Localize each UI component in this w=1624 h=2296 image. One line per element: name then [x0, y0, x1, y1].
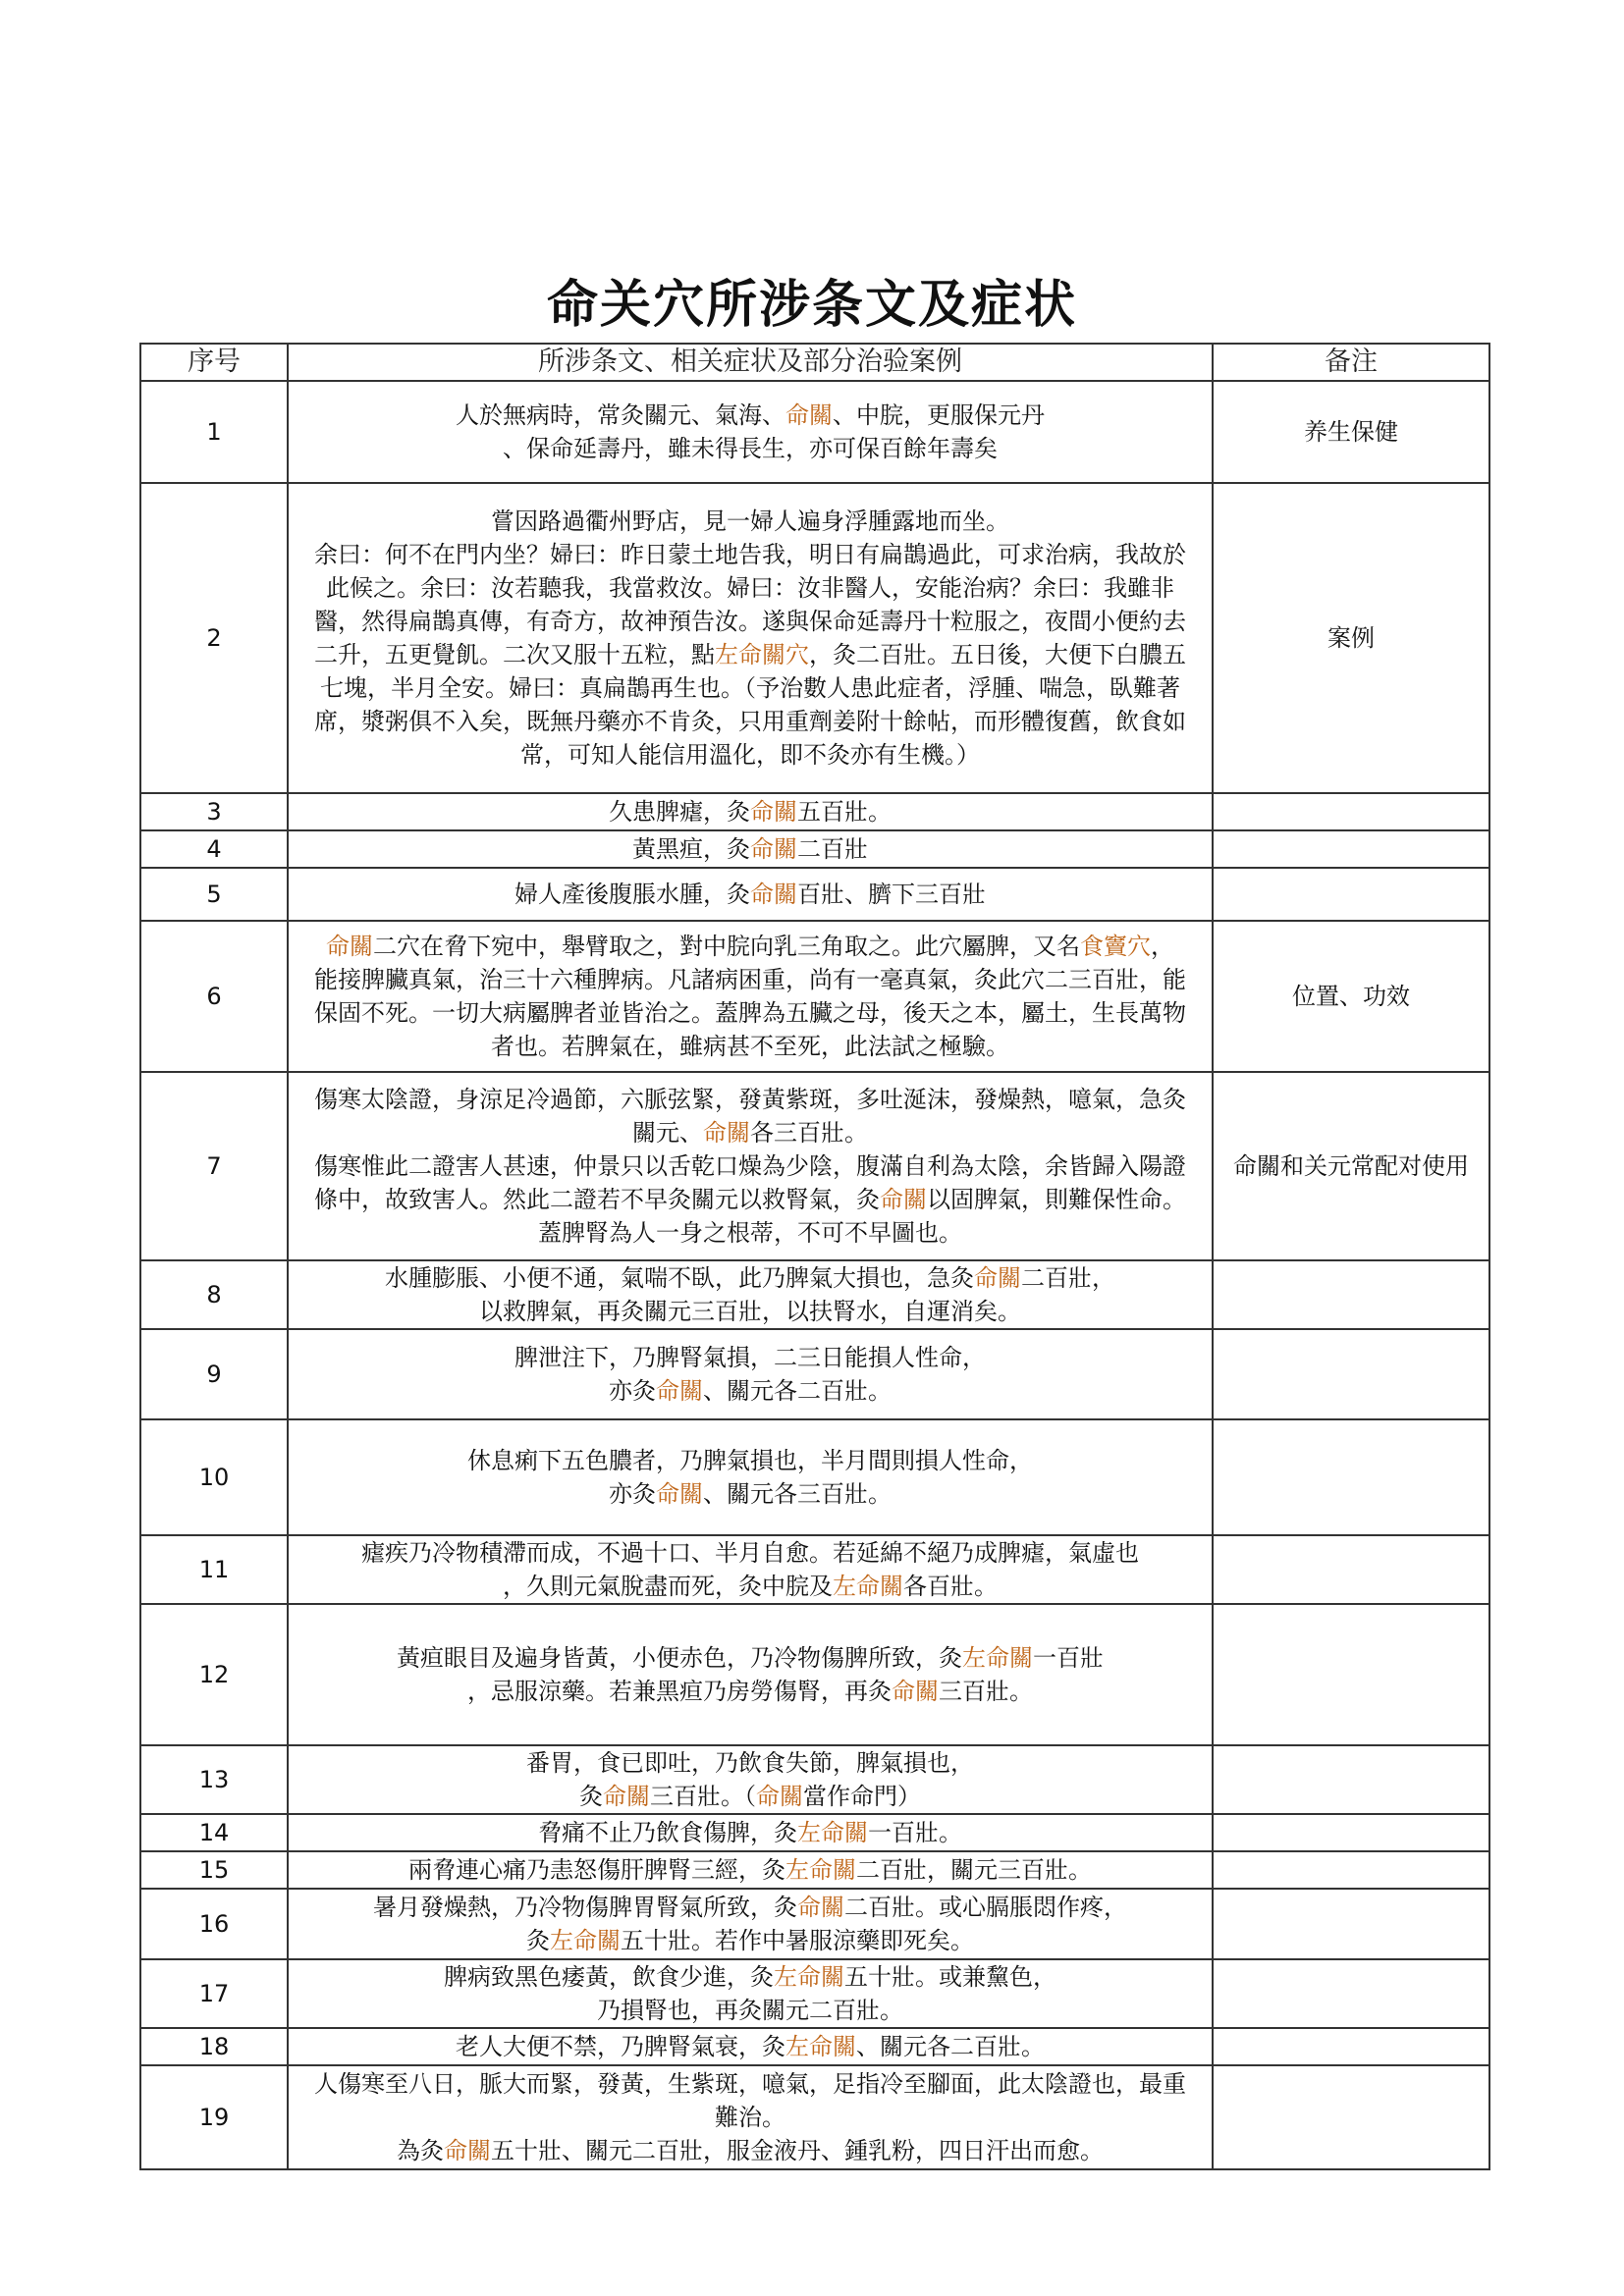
row-note	[1213, 1329, 1489, 1419]
row-note	[1213, 1419, 1489, 1535]
row-note: 案例	[1213, 483, 1489, 793]
highlight-term: 左命關	[833, 1573, 903, 1600]
text-segment: ，久則元氣脫盡而死，灸中脘及	[503, 1573, 833, 1600]
content-line	[295, 1444, 1206, 1477]
content-line	[295, 1216, 1206, 1250]
text-segment: 二升，五更覺飢。二次又服十五粒，點	[314, 641, 715, 668]
content-line	[295, 1083, 1206, 1116]
content-line	[295, 1570, 1206, 1603]
row-index: 17	[140, 1959, 288, 2028]
content-line	[295, 1816, 1206, 1849]
row-note	[1213, 2028, 1489, 2065]
highlight-term: 命關	[444, 2137, 491, 2164]
text-segment: 灸	[526, 1927, 550, 1954]
row-content	[288, 921, 1213, 1072]
row-content	[288, 1745, 1213, 1814]
row-index: 16	[140, 1889, 288, 1959]
text-segment: 為灸	[397, 2137, 444, 2164]
text-segment: 關元、	[632, 1119, 703, 1147]
text-segment: 百壯、臍下三百壯	[797, 881, 986, 908]
content-line	[295, 1116, 1206, 1149]
text-segment: 以固脾氣，則難保性命。	[927, 1186, 1186, 1213]
highlight-term: 命關	[750, 798, 797, 826]
text-segment: 二百壯，關元三百壯。	[856, 1856, 1092, 1884]
table-row	[140, 868, 1489, 921]
highlight-term: 命關	[703, 1119, 750, 1147]
text-segment: 、關元各三百壯。	[703, 1480, 892, 1508]
row-content	[288, 2028, 1213, 2065]
row-content	[288, 1329, 1213, 1419]
row-index: 14	[140, 1814, 288, 1851]
row-note	[1213, 1745, 1489, 1814]
row-content	[288, 1814, 1213, 1851]
highlight-term: 命關	[750, 835, 797, 863]
highlight-term: 命關	[750, 881, 797, 908]
content-line	[295, 571, 1206, 605]
row-note	[1213, 1889, 1489, 1959]
text-segment: 番胃，食已即吐，乃飲食失節，脾氣損也，	[526, 1749, 974, 1777]
text-segment: 人傷寒至八日，脈大而緊，發黃，生紫斑，噫氣，足指冷至腳面，此太陰證也，最重	[314, 2070, 1186, 2098]
row-note	[1213, 830, 1489, 868]
row-content	[288, 1535, 1213, 1604]
content-line	[295, 930, 1206, 963]
text-segment: 脅痛不止乃飲食傷脾，灸	[538, 1819, 797, 1846]
content-line	[295, 505, 1206, 538]
content-line	[295, 1030, 1206, 1063]
table-row	[140, 1745, 1489, 1814]
text-segment: 余曰：何不在門内坐？婦曰：昨日蒙土地告我，明日有扁鵲過此，可求治病，我故於	[314, 541, 1186, 568]
content-line	[295, 2030, 1206, 2063]
highlight-term: 命關	[603, 1783, 650, 1810]
acupoint-table	[139, 343, 1490, 2170]
row-content	[288, 1851, 1213, 1889]
row-index: 8	[140, 1260, 288, 1329]
text-segment: 以救脾氣，再灸關元三百壯，以扶腎水，自運消矣。	[479, 1298, 1021, 1325]
text-segment: 一百壯。	[868, 1819, 962, 1846]
table-row	[140, 1329, 1489, 1419]
content-line	[295, 1891, 1206, 1924]
row-note	[1213, 2065, 1489, 2169]
row-content	[288, 1959, 1213, 2028]
row-index: 9	[140, 1329, 288, 1419]
content-line	[295, 1374, 1206, 1408]
content-line	[295, 1641, 1206, 1675]
text-segment: 休息痢下五色膿者，乃脾氣損也，半月間則損人性命，	[467, 1447, 1033, 1474]
content-line	[295, 878, 1206, 911]
content-line	[295, 1183, 1206, 1216]
text-segment: 暑月發燥熱，乃冷物傷脾胃腎氣所致，灸	[373, 1894, 797, 1921]
text-segment: 亦灸	[609, 1377, 656, 1405]
text-segment: 黃黑疸，灸	[632, 835, 750, 863]
content-line	[295, 738, 1206, 772]
content-line	[295, 1675, 1206, 1708]
text-segment: 五百壯。	[797, 798, 892, 826]
text-segment: 各三百壯。	[750, 1119, 868, 1147]
content-line	[295, 1149, 1206, 1183]
row-index: 13	[140, 1745, 288, 1814]
content-line	[295, 705, 1206, 738]
row-note: 养生保健	[1213, 381, 1489, 483]
text-segment: 者也。若脾氣在，雖病甚不至死，此法試之極驗。	[491, 1033, 1009, 1060]
text-segment: 此候之。余曰：汝若聽我，我當救汝。婦曰：汝非醫人，安能治病？余曰：我雖非	[326, 574, 1174, 602]
row-content	[288, 793, 1213, 830]
text-segment: 五十壯。若作中暑服涼藥即死矣。	[621, 1927, 974, 1954]
table-row	[140, 793, 1489, 830]
table-row	[140, 1814, 1489, 1851]
text-segment: 常，可知人能信用溫化，即不灸亦有生機。）	[520, 741, 980, 769]
text-segment: 黃疸眼目及遍身皆黃，小便赤色，乃冷物傷脾所致，灸	[397, 1644, 962, 1672]
highlight-term: 命關	[892, 1678, 939, 1705]
content-line	[295, 2134, 1206, 2167]
text-segment: 婦人產後腹脹水腫，灸	[514, 881, 750, 908]
row-index: 5	[140, 868, 288, 921]
text-segment: 灸	[579, 1783, 603, 1810]
text-segment: 、關元各二百壯。	[856, 2033, 1045, 2060]
row-index: 4	[140, 830, 288, 868]
row-note	[1213, 793, 1489, 830]
content-line	[295, 1853, 1206, 1887]
row-index: 1	[140, 381, 288, 483]
content-line	[295, 832, 1206, 866]
text-segment: 五十壯。或兼黧色，	[844, 1963, 1056, 1991]
text-segment: 瘧疾乃冷物積滯而成，不過十口、半月自愈。若延綿不絕乃成脾瘧，氣虛也	[361, 1539, 1139, 1567]
highlight-term: 命關	[756, 1783, 803, 1810]
text-segment: 蓋脾腎為人一身之根蒂，不可不早圖也。	[538, 1219, 962, 1247]
row-index: 12	[140, 1604, 288, 1745]
table-row	[140, 2028, 1489, 2065]
text-segment: 人於無病時，常灸關元、氣海、	[456, 401, 785, 429]
text-segment: 各百壯。	[903, 1573, 998, 1600]
text-segment: 傷寒太陰證，身涼足冷過節，六脈弦緊，發黃紫斑，多吐涎沫，發燥熱，噫氣，急灸	[314, 1086, 1186, 1113]
text-segment: 條中，故致害人。然此二證若不早灸關元以救腎氣，灸	[314, 1186, 880, 1213]
row-note	[1213, 1959, 1489, 2028]
row-index: 11	[140, 1535, 288, 1604]
table-row	[140, 1959, 1489, 2028]
row-note	[1213, 1604, 1489, 1745]
text-segment: 久患脾瘧，灸	[609, 798, 750, 826]
highlight-term: 食竇穴	[1080, 933, 1151, 960]
content-line	[295, 671, 1206, 705]
text-segment: 保固不死。一切大病屬脾者並皆治之。蓋脾為五臟之母，後天之本，屬土，生長萬物	[314, 999, 1186, 1027]
text-segment: 三百壯。	[939, 1678, 1033, 1705]
content-line	[295, 1477, 1206, 1511]
text-segment: ，灸二百壯。五日後，大便下白膿五	[809, 641, 1186, 668]
content-line	[295, 399, 1206, 432]
row-content	[288, 830, 1213, 868]
content-line	[295, 795, 1206, 828]
text-segment: 醫，然得扁鵲真傳，有奇方，故神預告汝。遂與保命延壽丹十粒服之，夜間小便約去	[314, 608, 1186, 635]
text-segment: 二百壯。或心膈脹悶作疼，	[844, 1894, 1127, 1921]
highlight-term: 左命關	[774, 1963, 844, 1991]
row-content	[288, 381, 1213, 483]
row-note: 命關和关元常配对使用	[1213, 1072, 1489, 1260]
row-index: 15	[140, 1851, 288, 1889]
table-row	[140, 381, 1489, 483]
text-segment: 脾病致黑色痿黃，飲食少進，灸	[444, 1963, 774, 1991]
content-line	[295, 963, 1206, 996]
text-segment: 三百壯。（	[650, 1783, 756, 1810]
highlight-term: 左命關	[550, 1927, 621, 1954]
table-row	[140, 1889, 1489, 1959]
text-segment: 二穴在脅下宛中，舉臂取之，對中脘向乳三角取之。此穴屬脾，又名	[373, 933, 1080, 960]
highlight-term: 命關	[656, 1480, 703, 1508]
highlight-term: 命關	[797, 1894, 844, 1921]
text-segment: 脾泄注下，乃脾腎氣損，二三日能損人性命，	[514, 1344, 986, 1371]
text-segment: ，	[1151, 933, 1174, 960]
text-segment: 七塊，半月全安。婦曰：真扁鵲再生也。（予治數人患此症者，浮腫、喘急，臥難著	[320, 674, 1180, 702]
content-line	[295, 996, 1206, 1030]
row-note	[1213, 1814, 1489, 1851]
row-note	[1213, 868, 1489, 921]
table-row	[140, 1604, 1489, 1745]
row-index: 7	[140, 1072, 288, 1260]
text-segment: 五十壯、關元二百壯，服金液丹、鍾乳粉，四日汗出而愈。	[491, 2137, 1104, 2164]
row-content	[288, 1419, 1213, 1535]
content-line	[295, 605, 1206, 638]
text-segment: ，忌服涼藥。若兼黑疸乃房勞傷腎，再灸	[467, 1678, 892, 1705]
content-line	[295, 1261, 1206, 1295]
highlight-term: 命關	[785, 401, 833, 429]
row-index: 6	[140, 921, 288, 1072]
row-content	[288, 1072, 1213, 1260]
row-index: 19	[140, 2065, 288, 2169]
content-line	[295, 1295, 1206, 1328]
row-content	[288, 1889, 1213, 1959]
header-content: 所涉条文、相关症状及部分治验案例	[288, 344, 1213, 381]
table-row	[140, 1419, 1489, 1535]
table-row	[140, 1535, 1489, 1604]
text-segment: 難治。	[715, 2104, 785, 2131]
content-line	[295, 432, 1206, 465]
header-index: 序号	[140, 344, 288, 381]
table-row	[140, 830, 1489, 868]
row-note	[1213, 1260, 1489, 1329]
highlight-term: 命關	[326, 933, 373, 960]
content-line	[295, 1780, 1206, 1813]
row-content	[288, 2065, 1213, 2169]
table-row	[140, 1260, 1489, 1329]
page-title: 命关穴所涉条文及症状	[546, 276, 1077, 335]
row-content	[288, 1260, 1213, 1329]
highlight-term: 命關	[974, 1264, 1021, 1292]
highlight-term: 命關	[880, 1186, 927, 1213]
highlight-term: 左命關	[962, 1644, 1033, 1672]
content-line	[295, 1536, 1206, 1570]
row-note: 位置、功效	[1213, 921, 1489, 1072]
highlight-term: 左命關	[797, 1819, 868, 1846]
table-row	[140, 1851, 1489, 1889]
content-line	[295, 1994, 1206, 2027]
text-segment: 能接脾臟真氣，治三十六種脾病。凡諸病困重，尚有一毫真氣，灸此穴二三百壯，能	[314, 966, 1186, 993]
row-index: 18	[140, 2028, 288, 2065]
content-line	[295, 638, 1206, 671]
content-line	[295, 538, 1206, 571]
content-line	[295, 1960, 1206, 1994]
text-segment: 二百壯，	[1021, 1264, 1115, 1292]
text-segment: 席，漿粥俱不入矣，既無丹藥亦不肯灸，只用重劑姜附十餘帖，而形體復舊，飲食如	[314, 708, 1186, 735]
row-note	[1213, 1851, 1489, 1889]
table-row	[140, 921, 1489, 1072]
text-segment: 、保命延壽丹，雖未得長生，亦可保百餘年壽矣	[503, 435, 998, 462]
highlight-term: 左命關穴	[715, 641, 809, 668]
text-segment: 乃損腎也，再灸關元二百壯。	[597, 1997, 903, 2024]
text-segment: 、中脘，更服保元丹	[833, 401, 1045, 429]
text-segment: 傷寒惟此二證害人甚速，仲景只以舌乾口燥為少陰，腹滿自利為太陰，余皆歸入陽證	[314, 1152, 1186, 1180]
header-note: 备注	[1213, 344, 1489, 381]
content-line	[295, 2101, 1206, 2134]
text-segment: 二百壯	[797, 835, 868, 863]
row-content	[288, 483, 1213, 793]
text-segment: 、關元各二百壯。	[703, 1377, 892, 1405]
row-note	[1213, 1535, 1489, 1604]
table-row	[140, 1072, 1489, 1260]
content-line	[295, 1746, 1206, 1780]
highlight-term: 命關	[656, 1377, 703, 1405]
highlight-term: 左命關	[785, 2033, 856, 2060]
text-segment: 嘗因路過衢州野店，見一婦人遍身浮腫露地而坐。	[491, 507, 1009, 535]
text-segment: 老人大便不禁，乃脾腎氣衰，灸	[456, 2033, 785, 2060]
row-index: 3	[140, 793, 288, 830]
text-segment: 兩脅連心痛乃恚怒傷肝脾腎三經，灸	[408, 1856, 785, 1884]
highlight-term: 左命關	[785, 1856, 856, 1884]
content-line	[295, 2067, 1206, 2101]
row-index: 10	[140, 1419, 288, 1535]
content-line	[295, 1924, 1206, 1957]
row-content	[288, 1604, 1213, 1745]
text-segment: 亦灸	[609, 1480, 656, 1508]
row-content	[288, 868, 1213, 921]
text-segment: 當作命門）	[803, 1783, 921, 1810]
row-index: 2	[140, 483, 288, 793]
text-segment: 水腫膨脹、小便不通，氣喘不臥，此乃脾氣大損也，急灸	[385, 1264, 974, 1292]
table-row	[140, 2065, 1489, 2169]
content-line	[295, 1341, 1206, 1374]
table-row	[140, 483, 1489, 793]
text-segment: 一百壯	[1033, 1644, 1104, 1672]
table-header-row	[140, 344, 1489, 381]
